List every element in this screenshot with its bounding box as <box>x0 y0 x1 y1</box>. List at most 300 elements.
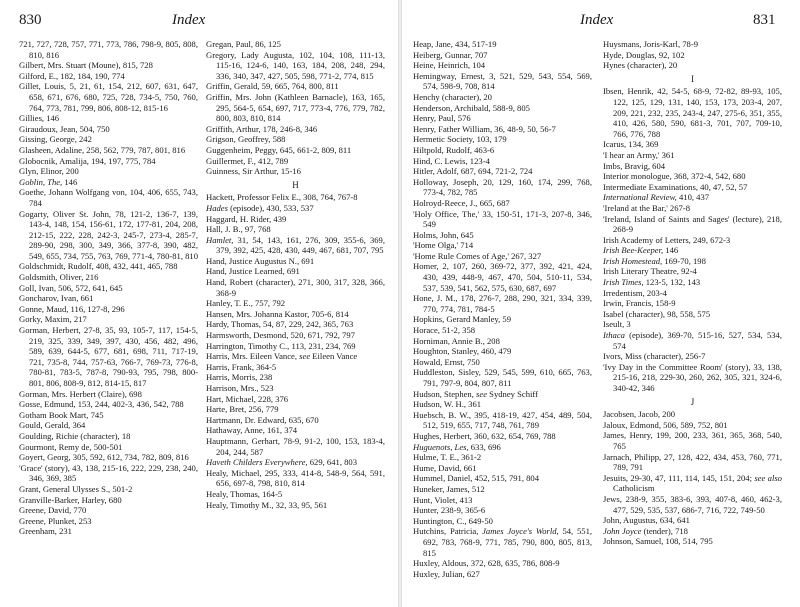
index-entry-text: Hind, C. Lewis, 123-4 <box>413 155 490 166</box>
index-entry <box>19 39 198 60</box>
index-entry <box>603 235 782 246</box>
index-entry <box>206 489 385 500</box>
index-entry-text: 146 <box>62 176 78 187</box>
index-entry-text: Hermetic Society, 103, 179 <box>413 134 507 145</box>
index-entry-italic: Irish Times, <box>603 277 644 288</box>
index-entry-text: Hyde, Douglas, 92, 102 <box>603 49 685 60</box>
index-entry-text: Gissing, George, 242 <box>19 134 92 145</box>
index-entry-text: Hudson, W. H., 361 <box>413 399 482 410</box>
index-entry <box>413 92 592 103</box>
index-entry-text: Irredentism, 203-4 <box>603 287 667 298</box>
index-entry <box>206 214 385 225</box>
index-entry <box>603 452 782 473</box>
index-entry-text: Ibsen, Henrik, 42, 54-5, 68-9, 72-82, 89-93, 105, 122, 125, 129, 131, 140, 153, 173, 203-4, 207, 209, 221, 232, 235, 243-4, 247, 275-6, 351, 355, 410, 426, 580, 590, 681-3, 701, 707, 709-10, 766, 776, 788 <box>603 86 782 139</box>
index-entry-text: Gourmont, Remy de, 500-501 <box>19 441 123 452</box>
index-entry-text: 54, 551, 692, 783, 768-9, 771, 785, 790, 800, 805, 813, 815 <box>423 526 593 558</box>
index-entry <box>206 500 385 511</box>
index-entry-text: Harris, Frank, 364-5 <box>206 361 277 372</box>
index-entry <box>19 145 198 156</box>
index-entry <box>603 214 782 235</box>
index-entry <box>603 266 782 277</box>
index-entry-text: Grigson, Geoffrey, 588 <box>206 134 286 145</box>
index-entry-text: 'Ireland at the Bar,' 267-8 <box>603 202 690 213</box>
index-entry-text: Hemingway, Ernest, 3, 521, 529, 543, 554, 569, 574, 598-9, 708, 814 <box>413 70 592 92</box>
index-entry-text: Goulding, Richie (character), 18 <box>19 430 131 441</box>
index-entry-text: Goncharov, Ivan, 661 <box>19 293 94 304</box>
index-entry-text: Heap, Jane, 434, 517-19 <box>413 39 497 49</box>
index-entry-text: Irish Academy of Letters, 249, 672-3 <box>603 234 731 245</box>
index-entry-text: Hathaway, Anne, 161, 374 <box>206 425 298 436</box>
index-entry-text: Gilbert, Mrs. Stuart (Moune), 815, 728 <box>19 60 153 71</box>
index-entry <box>603 409 782 420</box>
index-entry <box>19 272 198 283</box>
index-entry <box>413 314 592 325</box>
index-entry <box>206 166 385 177</box>
index-entry-text: Hiltpold, Rudolf, 463-6 <box>413 144 495 155</box>
index-entry-text: Hughes, Herbert, 360, 632, 654, 769, 788 <box>413 430 556 441</box>
index-entry <box>19 495 198 506</box>
index-entry-text: 169-70, 198 <box>662 255 706 266</box>
index-entry <box>19 177 198 188</box>
index-entry <box>603 245 782 256</box>
index-entry <box>603 330 782 351</box>
index-entry <box>413 367 592 388</box>
index-entry <box>19 60 198 71</box>
index-entry-italic: James Joyce's World, <box>482 526 559 537</box>
index-entry <box>413 516 592 527</box>
index-entry-text: Huysmans, Joris-Karl, 78-9 <box>603 39 698 49</box>
index-entry <box>206 415 385 426</box>
index-entry <box>603 536 782 547</box>
index-entry <box>413 177 592 198</box>
index-entry <box>206 156 385 167</box>
index-entry <box>413 50 592 61</box>
index-entry <box>603 430 782 451</box>
index-entry <box>413 463 592 474</box>
index-entry <box>206 394 385 405</box>
index-entry-text: Huebsch, B. W., 395, 418-19, 427, 454, 489, 504, 512, 519, 655, 717, 748, 761, 789 <box>413 409 592 431</box>
index-entry <box>19 293 198 304</box>
index-entry-text: Henchy (character), 20 <box>413 91 492 102</box>
index-entry <box>413 39 592 50</box>
index-entry-text: Eileen Vance <box>310 351 358 362</box>
index-entry <box>206 235 385 256</box>
index-entry <box>19 304 198 315</box>
index-entry <box>413 452 592 463</box>
index-entry-text: Jesuits, 29-30, 47, 111, 114, 145, 151, 204; <box>603 472 755 483</box>
index-entry <box>413 389 592 400</box>
index-entry-text: Globocnik, Amalija, 194, 197, 775, 784 <box>19 155 156 166</box>
index-entry <box>206 330 385 341</box>
index-entry-text: Harte, Bret, 256, 779 <box>206 404 279 415</box>
index-entry-text: 629, 641, 803 <box>307 457 358 468</box>
index-entry-text: Gregory, Lady Augusta, 102, 104, 108, 111-13, 115-16, 124-6, 140, 163, 184, 208, 248, 294, 336, 340, 347, 427, 505, 598, 771-2, 774, 815 <box>206 49 385 81</box>
index-entry-text: Harrington, Timothy C., 113, 231, 234, 769 <box>206 340 356 351</box>
left-page-title: Index <box>172 12 206 28</box>
right-page-number: 831 <box>753 12 776 28</box>
index-entry-text: Isabel (character), 98, 558, 575 <box>603 308 711 319</box>
index-entry-text: Huddleston, Sisley, 529, 545, 599, 610, 665, 763, 791, 797-9, 804, 807, 811 <box>413 367 592 388</box>
index-entry <box>413 209 592 230</box>
index-entry <box>206 372 385 383</box>
left-index-column-1 <box>19 39 198 537</box>
index-entry <box>206 266 385 277</box>
right-page <box>402 0 800 607</box>
index-entry-text: Hackett, Professor Felix E., 308, 764, 767-8 <box>206 192 358 203</box>
index-entry-text: 'Ivy Day in the Committee Room' (story), 33, 138, 215-16, 218, 229-30, 260, 262, 305, 321, 324-6, 340-42, 346 <box>603 361 782 393</box>
index-entry <box>206 341 385 352</box>
index-entry <box>603 203 782 214</box>
index-entry-text: Granville-Barker, Harley, 680 <box>19 494 122 505</box>
index-entry-text: Holloway, Joseph, 20, 129, 160, 174, 299, 768, 773-4, 782, 785 <box>413 176 592 198</box>
index-entry <box>603 515 782 526</box>
index-entry-text: Hardy, Thomas, 54, 87, 229, 242, 365, 763 <box>206 319 354 330</box>
index-entry <box>19 314 198 325</box>
index-entry <box>206 92 385 124</box>
index-entry <box>206 468 385 489</box>
index-entry <box>19 209 198 262</box>
index-entry <box>19 516 198 527</box>
index-entry-text: 410, 437 <box>676 192 710 203</box>
index-entry-text: Huneker, James, 512 <box>413 483 485 494</box>
index-entry-text: Greene, David, 770 <box>19 505 87 516</box>
index-entry <box>603 182 782 193</box>
left-index-column-2 <box>206 39 385 510</box>
index-entry <box>206 383 385 394</box>
index-entry-text: Gogarty, Oliver St. John, 78, 121-2, 136-7, 139, 143-4, 148, 154, 156-61, 172, 177-81, 204, 208, 212-15, 222, 228, 242-3, 245-7, 273-4, 285-7, 289-90, 298, 300, 349, 366, 377-8, 390, 482, 549, 655, 734, 755, 763, 769, 771-4, 780-81, 810 <box>19 208 199 261</box>
index-entry <box>413 230 592 241</box>
index-entry <box>603 362 782 394</box>
index-entry <box>206 50 385 82</box>
index-entry <box>413 261 592 293</box>
index-entry-text: Goyert, Georg, 305, 592, 612, 734, 782, 809, 816 <box>19 452 189 463</box>
index-entry-text: Gonne, Maud, 116, 127-8, 296 <box>19 303 125 314</box>
index-entry <box>413 240 592 251</box>
index-entry <box>19 389 198 400</box>
index-entry <box>206 362 385 373</box>
index-entry-text: (episode), 430, 533, 537 <box>227 202 314 213</box>
index-entry <box>413 71 592 92</box>
index-entry <box>603 319 782 330</box>
index-entry-text: Gotham Book Mart, 745 <box>19 409 104 420</box>
index-entry-text: Gorman, Herbert, 27-8, 35, 93, 105-7, 117, 154-5, 219, 325, 339, 349, 397, 430, 456, 482, 496, 589, 639, 644-5, 677, 681, 698, 711, 717-19, 721, 735-8, 744, 757-63, 766-7, 769-73, 776-8, 780-81, 783-5, 787-8, 790-93, 795, 798, 800-801, 806, 808-9, 812, 814-15, 817 <box>19 325 198 388</box>
index-entry-text: Horace, 51-2, 358 <box>413 325 476 336</box>
index-entry <box>206 39 385 50</box>
index-entry-text: Grant, General Ulysses S., 501-2 <box>19 483 133 494</box>
index-entry <box>413 558 592 569</box>
index-entry <box>206 319 385 330</box>
index-entry <box>603 161 782 172</box>
index-entry <box>413 431 592 442</box>
index-entry-text: Gosse, Edmund, 153, 244, 402-3, 436, 542, 788 <box>19 399 184 410</box>
index-entry <box>413 473 592 484</box>
index-entry <box>413 569 592 580</box>
index-entry-italic: Irish Bee-Keeper, <box>603 245 664 256</box>
index-entry-text: Icarus, 134, 369 <box>603 139 659 150</box>
index-entry <box>19 452 198 463</box>
index-entry <box>603 309 782 320</box>
index-entry <box>206 351 385 362</box>
index-entry-text: Hynes (character), 20 <box>603 60 678 71</box>
index-entry-italic: Hades <box>206 202 228 213</box>
index-entry-text: Harris, Mrs. Eileen Vance, <box>206 351 300 362</box>
index-entry <box>19 463 198 484</box>
index-entry <box>413 495 592 506</box>
index-entry-text: Hand, Robert (character), 271, 300, 317, 328, 366, 368-9 <box>206 277 385 298</box>
index-entry <box>413 166 592 177</box>
index-entry <box>603 288 782 299</box>
index-entry <box>603 298 782 309</box>
index-entry-text: Haggard, H. Rider, 439 <box>206 213 287 224</box>
index-entry <box>19 134 198 145</box>
index-entry-text: Henry, Father William, 36, 48-9, 50, 56-7 <box>413 123 556 134</box>
right-page-title: Index <box>580 12 614 28</box>
index-entry-text: Sydney Schiff <box>487 388 538 399</box>
index-entry <box>206 404 385 415</box>
index-entry-text: Horniman, Annie B., 208 <box>413 335 500 346</box>
index-entry-text: Jews, 238-9, 355, 383-6, 393, 407-8, 460, 462-3, 477, 529, 535, 537, 686-7, 716, 722, 749-50 <box>603 493 782 515</box>
index-entry-text: Johnson, Samuel, 108, 514, 795 <box>603 536 713 547</box>
index-entry-text: Gilford, E., 182, 184, 190, 774 <box>19 70 125 81</box>
index-entry <box>206 256 385 267</box>
index-entry <box>19 283 198 294</box>
index-entry-text: Hone, J. M., 178, 276-7, 288, 290, 321, 334, 339, 770, 774, 781, 784-5 <box>413 293 592 314</box>
index-entry-text: Hopkins, Gerard Manley, 59 <box>413 314 512 325</box>
right-index-column-2 <box>603 39 782 547</box>
index-entry-text: John, Augustus, 634, 641 <box>603 515 690 526</box>
index-entry <box>206 145 385 156</box>
index-entry <box>603 39 782 50</box>
index-entry-text: Guggenheim, Peggy, 645, 661-2, 809, 811 <box>206 144 352 155</box>
index-entry <box>206 457 385 468</box>
index-entry-text: Interior monologue, 368, 372-4, 542, 680 <box>603 171 746 182</box>
index-entry-text: Gillet, Louis, 5, 21, 61, 154, 212, 607, 631, 647, 658, 671, 676, 680, 725, 728, 734-5, 750, 760, 764, 773, 781, 799, 806, 808-12, 815-16 <box>19 81 198 113</box>
index-entry-text: Harrison, Mrs., 523 <box>206 383 274 393</box>
index-entry-text: Harris, Morris, 238 <box>206 372 273 383</box>
index-entry <box>206 81 385 92</box>
index-entry-text: Healy, Thomas, 164-5 <box>206 488 283 499</box>
index-entry-text: Howald, Ernst, 750 <box>413 356 480 367</box>
index-entry-text: Gorman, Mrs. Herbert (Claire), 698 <box>19 388 142 399</box>
index-entry <box>413 60 592 71</box>
index-entry-text: Huntington, C., 649-50 <box>413 515 493 526</box>
index-entry-text: Hume, David, 661 <box>413 462 477 473</box>
index-entry <box>413 293 592 314</box>
index-entry-text: Hand, Justice Learned, 691 <box>206 266 300 277</box>
index-entry-text: (tender), 718 <box>641 525 688 536</box>
index-entry <box>206 436 385 457</box>
index-entry <box>19 166 198 177</box>
index-entry-text: Hutchins, Patricia, <box>413 526 483 537</box>
index-entry <box>19 325 198 389</box>
index-entry <box>413 357 592 368</box>
index-entry-text: 'Home Olga,' 714 <box>413 240 474 251</box>
index-entry-italic: John Joyce <box>603 525 642 536</box>
index-entry <box>206 298 385 309</box>
index-entry <box>603 277 782 288</box>
index-entry <box>603 526 782 537</box>
index-entry <box>206 425 385 436</box>
index-entry <box>413 145 592 156</box>
index-entry-text: Hart, Michael, 228, 376 <box>206 393 289 404</box>
index-entry <box>19 526 198 537</box>
index-entry-italic: Goblin, The, <box>19 176 63 187</box>
index-entry-text: 'I hear an Army,' 361 <box>603 149 675 160</box>
index-entry-text: 'Holy Office, The,' 33, 150-51, 171-3, 207-8, 346, 549 <box>413 208 592 230</box>
index-entry-text: Hanley, T. E., 757, 792 <box>206 298 286 309</box>
index-entry <box>603 150 782 161</box>
index-entry-italic: Irish Homestead, <box>603 255 663 266</box>
index-entry-text: Jarnach, Philipp, 27, 128, 422, 434, 453, 760, 771, 789, 791 <box>603 451 782 473</box>
index-entry-text: Henderson, Archibald, 588-9, 805 <box>413 102 530 113</box>
index-entry <box>603 351 782 362</box>
index-entry-text: Catholicism <box>613 483 655 494</box>
index-entry <box>603 86 782 139</box>
index-entry-text: Guillermet, F., 412, 789 <box>206 155 289 166</box>
index-entry-text: Goll, Ivan, 506, 572, 641, 645 <box>19 282 123 293</box>
index-entry <box>206 203 385 214</box>
index-entry <box>413 505 592 516</box>
index-entry <box>19 410 198 421</box>
index-entry-text: Hauptmann, Gerhart, 78-9, 91-2, 100, 153, 183-4, 204, 244, 587 <box>206 435 385 457</box>
index-entry-italic: see also <box>754 472 782 483</box>
index-entry-text: 721, 727, 728, 757, 771, 773, 786, 798-9, 805, 808, 810, 816 <box>19 39 198 60</box>
index-entry-text: Gregan, Paul, 86, 125 <box>206 39 281 49</box>
index-entry <box>206 309 385 320</box>
index-entry <box>603 473 782 494</box>
index-entry <box>413 134 592 145</box>
index-entry <box>206 134 385 145</box>
index-entry-text: Iseult, 3 <box>603 319 631 330</box>
index-entry-text: Houghton, Stanley, 460, 479 <box>413 346 512 357</box>
index-entry-text: Healy, Timothy M., 32, 33, 95, 561 <box>206 499 328 510</box>
index-entry <box>413 410 592 431</box>
index-entry-text: Hudson, Stephen, <box>413 388 477 399</box>
index-entry-text: Heine, Heinrich, 104 <box>413 60 486 71</box>
index-letter-heading: J <box>690 396 695 407</box>
index-entry <box>413 251 592 262</box>
index-entry <box>413 399 592 410</box>
index-entry <box>603 50 782 61</box>
index-entry-italic: see <box>299 351 311 362</box>
index-entry <box>206 277 385 298</box>
index-entry-text: Hunter, 238-9, 365-6 <box>413 505 486 516</box>
index-entry <box>413 325 592 336</box>
index-entry <box>413 113 592 124</box>
index-entry <box>19 399 198 410</box>
index-entry-italic: Hamlet, <box>206 234 234 245</box>
index-entry <box>19 124 198 135</box>
index-entry-text: Ivors, Miss (character), 256-7 <box>603 351 706 362</box>
index-entry <box>413 484 592 495</box>
index-entry <box>603 256 782 267</box>
index-entry-italic: International Review, <box>603 192 677 203</box>
index-entry <box>603 420 782 431</box>
index-entry-text: James, Henry, 199, 200, 233, 361, 365, 368, 540, 765 <box>603 430 782 451</box>
index-entry <box>19 71 198 82</box>
index-entry-text: Giraudoux, Jean, 504, 750 <box>19 123 110 134</box>
index-entry <box>603 171 782 182</box>
index-entry-text: Goldsmith, Oliver, 216 <box>19 272 99 283</box>
index-letter-heading: H <box>292 179 299 190</box>
index-entry <box>413 124 592 135</box>
index-entry-text: 31, 54, 143, 161, 276, 309, 355-6, 369, 379, 392, 425, 428, 430, 449, 467, 681, 707, 795 <box>216 234 385 256</box>
index-entry-text: Heiberg, Gunnar, 707 <box>413 49 488 60</box>
index-entry <box>19 113 198 124</box>
index-entry-text: Irish Literary Theatre, 92-4 <box>603 266 697 277</box>
index-entry-text: Glasheen, Adaline, 258, 562, 779, 787, 801, 816 <box>19 144 186 155</box>
index-entry-text: Hall, J. B., 97, 768 <box>206 224 271 235</box>
index-entry <box>19 431 198 442</box>
index-entry <box>206 124 385 135</box>
index-entry <box>19 187 198 208</box>
index-entry <box>19 81 198 113</box>
index-entry-text: Intermediate Examinations, 40, 47, 52, 57 <box>603 181 748 192</box>
index-entry-italic: Ithaca <box>603 330 625 341</box>
index-entry-text: Huxley, Aldous, 372, 628, 635, 786, 808-9 <box>413 558 560 569</box>
index-entry-text: Homer, 2, 107, 260, 369-72, 377, 392, 421, 424, 430, 439, 448-9, 467, 470, 504, 510-11, 534, 537, 539, 541, 562, 575, 630, 687, 697 <box>413 261 592 293</box>
index-entry-text: Jaloux, Edmond, 506, 589, 752, 801 <box>603 419 728 430</box>
index-entry-text: Imbs, Bravig, 604 <box>603 160 666 171</box>
index-entry-text: Hitler, Adolf, 687, 694, 721-2, 724 <box>413 166 533 177</box>
index-entry <box>603 60 782 71</box>
index-entry <box>413 336 592 347</box>
index-entry-text: Holroyd-Reece, J., 665, 687 <box>413 197 510 208</box>
index-entry-text: Hummel, Daniel, 452, 515, 791, 804 <box>413 473 540 484</box>
index-entry-text: Harmsworth, Desmond, 520, 671, 792, 797 <box>206 330 355 341</box>
index-entry <box>19 442 198 453</box>
index-entry-text: Greenham, 231 <box>19 526 72 537</box>
index-entry <box>413 198 592 209</box>
left-page-number: 830 <box>19 12 42 28</box>
index-entry-italic: Haveth Childers Everywhere, <box>206 457 308 468</box>
index-entry-text: 'Grace' (story), 43, 138, 215-16, 222, 229, 238, 240, 346, 369, 385 <box>19 462 198 484</box>
index-entry-text: Greene, Plunket, 253 <box>19 515 92 526</box>
index-entry-italic: see <box>476 388 488 399</box>
index-entry <box>19 420 198 431</box>
index-entry <box>413 346 592 357</box>
index-entry <box>206 224 385 235</box>
index-entry <box>206 192 385 203</box>
left-page <box>0 0 398 607</box>
index-letter-heading: I <box>691 73 694 84</box>
index-entry <box>413 526 592 558</box>
index-entry-text: Gould, Gerald, 364 <box>19 420 86 431</box>
index-entry-text: Henry, Paul, 576 <box>413 113 471 124</box>
index-entry-text: Hulme, T. E., 361-2 <box>413 452 482 463</box>
index-entry-text: (episode), 369-70, 515-16, 527, 534, 534, 574 <box>613 330 782 351</box>
index-entry-text: 633, 696 <box>468 441 501 452</box>
index-entry-text: Hansen, Mrs. Johanna Kastor, 705-6, 814 <box>206 308 349 319</box>
index-entry <box>19 261 198 272</box>
index-entry <box>413 442 592 453</box>
index-entry-text: Jacobsen, Jacob, 200 <box>603 409 676 420</box>
index-entry-text: Guinness, Sir Arthur, 15-16 <box>206 166 301 177</box>
index-entry-text: 'Home Rule Comes of Age,' 267, 327 <box>413 250 542 261</box>
index-entry-text: Healy, Michael, 295, 333, 414-8, 548-9, 564, 591, 656, 697-8, 798, 810, 814 <box>206 467 385 489</box>
index-entry-text: Hartmann, Dr. Edward, 635, 670 <box>206 414 319 425</box>
index-entry-text: Gillies, 146 <box>19 113 60 124</box>
index-entry-text: Glyn, Elinor, 200 <box>19 166 79 177</box>
index-entry <box>603 192 782 203</box>
index-entry-text: Griffith, Arthur, 178, 246-8, 346 <box>206 123 318 134</box>
index-entry-text: Gorky, Maxim, 217 <box>19 314 87 325</box>
index-entry-text: 146 <box>663 245 679 256</box>
index-entry-text: Goldschmidt, Rudolf, 408, 432, 441, 465, 788 <box>19 261 178 272</box>
index-entry <box>603 494 782 515</box>
index-entry-text: Irwin, Francis, 158-9 <box>603 298 676 309</box>
index-entry-text: Huxley, Julian, 627 <box>413 568 480 579</box>
